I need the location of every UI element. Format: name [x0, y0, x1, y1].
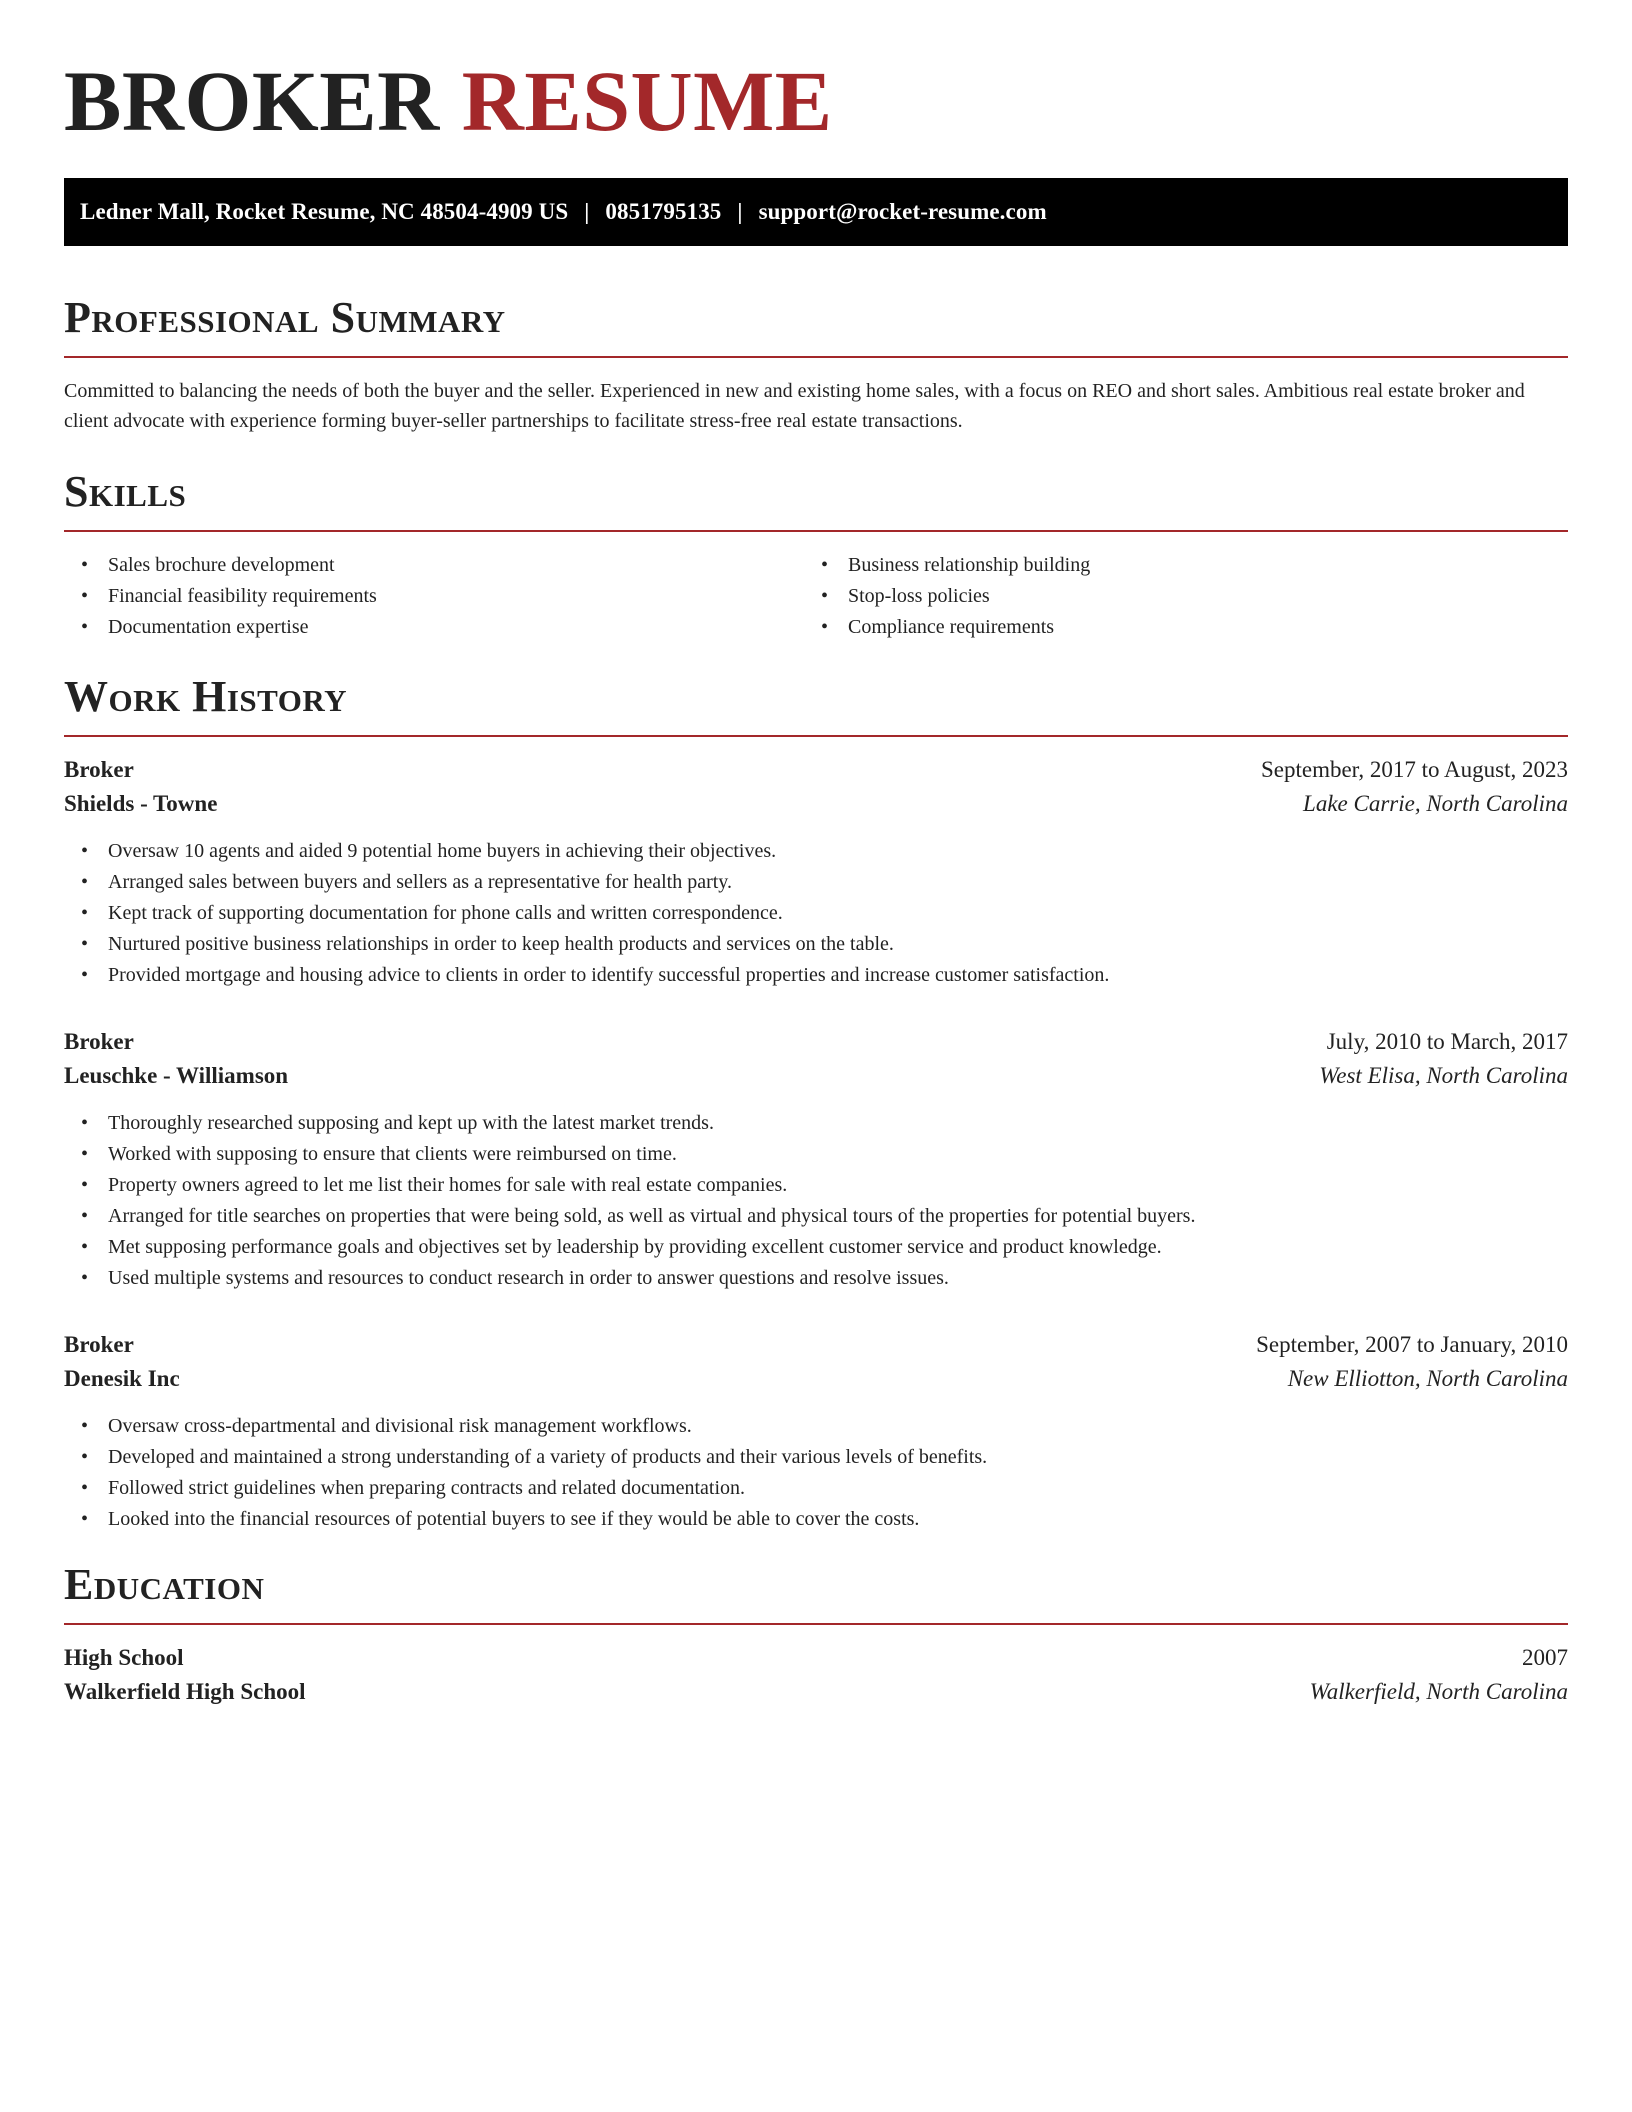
education-school: Walkerfield High School	[64, 1679, 306, 1704]
job-bullet: • Nurtured positive business relationships in order to keep health products and services on the table.	[64, 929, 1568, 960]
job-bullet: • Kept track of supporting documentation for phone calls and written correspondence.	[64, 898, 1568, 929]
contact-phone: 0851795135	[605, 199, 722, 224]
job-location: West Elisa, North Carolina	[1319, 1063, 1568, 1088]
job-title: Broker	[64, 1029, 134, 1054]
job-bullet: • Oversaw cross-departmental and divisional risk management workflows.	[64, 1411, 1568, 1442]
skills-grid	[64, 550, 1568, 643]
job-bullet: • Property owners agreed to let me list their homes for sale with real estate companies.	[64, 1170, 1568, 1201]
section-professional-summary	[64, 293, 1568, 436]
job-bullet: • Thoroughly researched supposing and kept up with the latest market trends.	[64, 1108, 1568, 1139]
section-skills	[64, 467, 1568, 643]
section-heading: Work History	[64, 672, 348, 721]
job-company: Denesik Inc	[64, 1366, 180, 1391]
job-location: New Elliotton, North Carolina	[1287, 1366, 1568, 1391]
skill-item: • Business relationship building	[804, 550, 1568, 581]
job-dates: July, 2010 to March, 2017	[1326, 1029, 1568, 1054]
section-heading: Education	[64, 1560, 265, 1609]
job-bullets	[64, 1108, 1568, 1294]
skills-list-right	[804, 550, 1568, 643]
section-work-history	[64, 672, 1568, 1535]
summary-text: Committed to balancing the needs of both the buyer and the seller. Experienced in new and existing home sales, with a focus on REO and short sales. Ambitious real estate broker and client advocate with experience forming buyer-seller partnerships to facilitate stress-free real estate transactions.	[64, 380, 1525, 432]
section-education	[64, 1560, 1568, 1705]
section-divider	[64, 530, 1568, 532]
job-subheader	[64, 1063, 1568, 1089]
section-divider	[64, 356, 1568, 358]
job-dates: September, 2007 to January, 2010	[1256, 1332, 1568, 1357]
job-header	[64, 1029, 1568, 1055]
skills-list-left	[64, 550, 804, 643]
job-entry	[64, 1029, 1568, 1294]
job-bullet: • Looked into the financial resources of potential buyers to see if they would be able to cover the costs.	[64, 1504, 1568, 1535]
job-bullet: • Met supposing performance goals and objectives set by leadership by providing excellent customer service and product knowledge.	[64, 1232, 1568, 1263]
contact-bar	[64, 178, 1568, 246]
education-subheader	[64, 1679, 1568, 1705]
job-bullet: • Arranged for title searches on properties that were being sold, as well as virtual and physical tours of the properties for potential buyers.	[64, 1201, 1568, 1232]
contact-separator: |	[584, 199, 590, 224]
job-bullet: • Developed and maintained a strong understanding of a variety of products and their various levels of benefits.	[64, 1442, 1568, 1473]
job-company: Shields - Towne	[64, 791, 218, 816]
job-bullets	[64, 836, 1568, 991]
job-entry	[64, 757, 1568, 991]
education-location: Walkerfield, North Carolina	[1309, 1679, 1568, 1704]
job-header	[64, 757, 1568, 783]
section-divider	[64, 1623, 1568, 1625]
section-heading: Skills	[64, 467, 187, 516]
title-word-resume: RESUME	[461, 53, 833, 149]
job-subheader	[64, 791, 1568, 817]
job-bullet: • Oversaw 10 agents and aided 9 potential home buyers in achieving their objectives.	[64, 836, 1568, 867]
job-bullet: • Arranged sales between buyers and sellers as a representative for health party.	[64, 867, 1568, 898]
job-entry	[64, 1332, 1568, 1535]
contact-address: Ledner Mall, Rocket Resume, NC 48504-4909 US	[80, 199, 569, 224]
education-degree: High School	[64, 1645, 184, 1670]
job-title: Broker	[64, 1332, 134, 1357]
contact-separator: |	[737, 199, 743, 224]
document-title	[64, 53, 1568, 149]
job-dates: September, 2017 to August, 2023	[1260, 757, 1568, 782]
education-year: 2007	[1522, 1645, 1568, 1670]
skill-item: • Documentation expertise	[64, 612, 804, 643]
skill-item: • Compliance requirements	[804, 612, 1568, 643]
skill-item: • Stop-loss policies	[804, 581, 1568, 612]
section-heading: Professional Summary	[64, 293, 506, 342]
job-bullet: • Worked with supposing to ensure that clients were reimbursed on time.	[64, 1139, 1568, 1170]
job-bullets	[64, 1411, 1568, 1535]
education-header	[64, 1645, 1568, 1671]
skill-item: • Sales brochure development	[64, 550, 804, 581]
job-bullet: • Provided mortgage and housing advice to clients in order to identify successful properties and increase customer satisfaction.	[64, 960, 1568, 991]
job-header	[64, 1332, 1568, 1358]
skill-item: • Financial feasibility requirements	[64, 581, 804, 612]
section-divider	[64, 735, 1568, 737]
job-bullet: • Used multiple systems and resources to conduct research in order to answer questions and resolve issues.	[64, 1263, 1568, 1294]
education-entry	[64, 1645, 1568, 1705]
job-location: Lake Carrie, North Carolina	[1303, 791, 1568, 816]
title-word-broker: BROKER	[64, 53, 440, 149]
job-title: Broker	[64, 757, 134, 782]
job-subheader	[64, 1366, 1568, 1392]
contact-email: support@rocket-resume.com	[758, 199, 1047, 224]
job-company: Leuschke - Williamson	[64, 1063, 289, 1088]
job-bullet: • Followed strict guidelines when preparing contracts and related documentation.	[64, 1473, 1568, 1504]
